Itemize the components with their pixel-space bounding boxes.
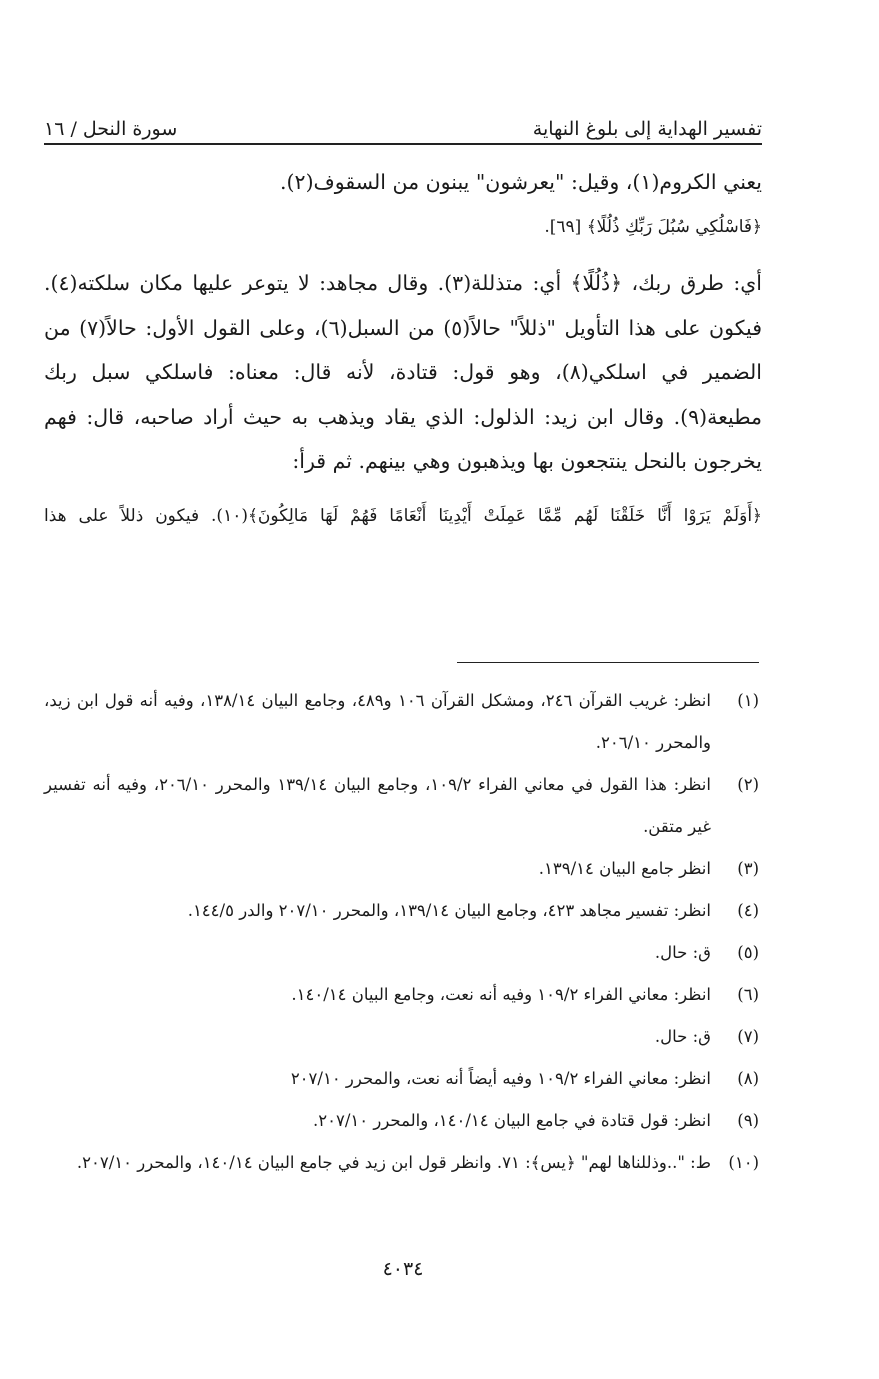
page-number: ٤٠٣٤ bbox=[382, 1258, 424, 1280]
footnote-number: (٣) bbox=[737, 859, 759, 878]
footnote-item bbox=[44, 1100, 759, 1142]
footnote-number: (٢) bbox=[737, 775, 759, 794]
footnote-item bbox=[44, 890, 759, 932]
main-text bbox=[44, 160, 762, 538]
footnote-number: (١٠) bbox=[728, 1153, 759, 1172]
footnote-item bbox=[44, 680, 759, 764]
footnote-separator bbox=[457, 662, 759, 663]
footnote-item bbox=[44, 1016, 759, 1058]
footnote-number: (٤) bbox=[737, 901, 759, 920]
running-header bbox=[44, 104, 762, 140]
commentary-paragraph: أي: طرق ربك، ﴿ذُلُلًا﴾ أي: متذللة(٣). وقال مجاهد: لا يتوعر عليها مكان سلكته(٤). فيكون على هذا التأويل "ذللاً" حالاً(٥) من السبل(٦)، وعلى القول الأول: حالاً(٧) من الضمير في اسلكي(٨)، وهو قول: قتادة، لأنه قال: معناه: فاسلكي سبل ربك مطيعة(٩). وقال ابن زيد: الذلول: الذي يقاد ويذهب به حيث أراد صاحبه، قال: فهم يخرجون بالنحل ينتجعون بها ويذهبون وهي بينهم. ثم قرأ: bbox=[44, 271, 763, 473]
footnote-number: (٦) bbox=[737, 985, 759, 1004]
footnote-text: ط: "..وذللناها لهم" ﴿يس﴾: ٧١. وانظر قول ابن زيد في جامع البيان ١٤٠/١٤، والمحرر ٢٠٧/١٠. bbox=[76, 1153, 711, 1172]
footnotes bbox=[44, 680, 759, 1184]
footnote-number: (٨) bbox=[737, 1069, 759, 1088]
footnote-number: (٥) bbox=[737, 943, 759, 962]
footnote-item bbox=[44, 1058, 759, 1100]
footnote-number: (٩) bbox=[737, 1111, 759, 1130]
quran-verse-continuation: ﴿أَوَلَمْ يَرَوْا أَنَّا خَلَقْنَا لَهُم مِّمَّا عَمِلَتْ أَيْدِينَا أَنْعَامًا فَهُمْ لَهَا مَالِكُونَ﴾(١٠). فيكون ذللاً على هذا bbox=[44, 505, 763, 526]
footnote-text: انظر: معاني الفراء ١٠٩/٢ وفيه أنه نعت، وجامع البيان ١٤٠/١٤. bbox=[291, 985, 711, 1004]
footnote-text: ق: حال. bbox=[654, 1027, 711, 1046]
footnote-item bbox=[44, 932, 759, 974]
quran-verse: ﴿فَاسْلُكِي سُبُلَ رَبِّكِ ذُلُلًا﴾ [٦٩]. bbox=[544, 216, 762, 237]
text-line-opening: يعني الكروم(١)، وقيل: "يعرشون" يبنون من السقوف(٢). bbox=[280, 170, 762, 194]
footnote-text: انظر جامع البيان ١٣٩/١٤. bbox=[538, 859, 711, 878]
footnote-text: ق: حال. bbox=[654, 943, 711, 962]
footnote-number: (٧) bbox=[737, 1027, 759, 1046]
footnote-text: انظر: هذا القول في معاني الفراء ١٠٩/٢، وجامع البيان ١٣٩/١٤ والمحرر ٢٠٦/١٠، وفيه أنه تفسير غير متقن. bbox=[44, 775, 711, 836]
footnote-text: انظر: قول قتادة في جامع البيان ١٤٠/١٤، والمحرر ٢٠٧/١٠. bbox=[312, 1111, 711, 1130]
surah-reference: سورة النحل / ١٦ bbox=[44, 118, 178, 140]
footnote-text: انظر: تفسير مجاهد ٤٢٣، وجامع البيان ١٣٩/١٤، والمحرر ٢٠٧/١٠ والدر ١٤٤/٥. bbox=[187, 901, 711, 920]
book-title: تفسير الهداية إلى بلوغ النهاية bbox=[532, 118, 762, 140]
footnote-item bbox=[44, 848, 759, 890]
footnote-text: انظر: غريب القرآن ٢٤٦، ومشكل القرآن ١٠٦ و٤٨٩، وجامع البيان ١٣٨/١٤، وفيه أنه قول ابن زيد، والمحرر ٢٠٦/١٠. bbox=[44, 691, 711, 752]
footnote-item bbox=[44, 974, 759, 1016]
footnote-item bbox=[44, 764, 759, 848]
footnote-text: انظر: معاني الفراء ١٠٩/٢ وفيه أيضاً أنه نعت، والمحرر ٢٠٧/١٠ bbox=[290, 1069, 711, 1088]
footnote-number: (١) bbox=[737, 691, 759, 710]
header-rule bbox=[44, 143, 762, 145]
footnote-item bbox=[44, 1142, 759, 1184]
